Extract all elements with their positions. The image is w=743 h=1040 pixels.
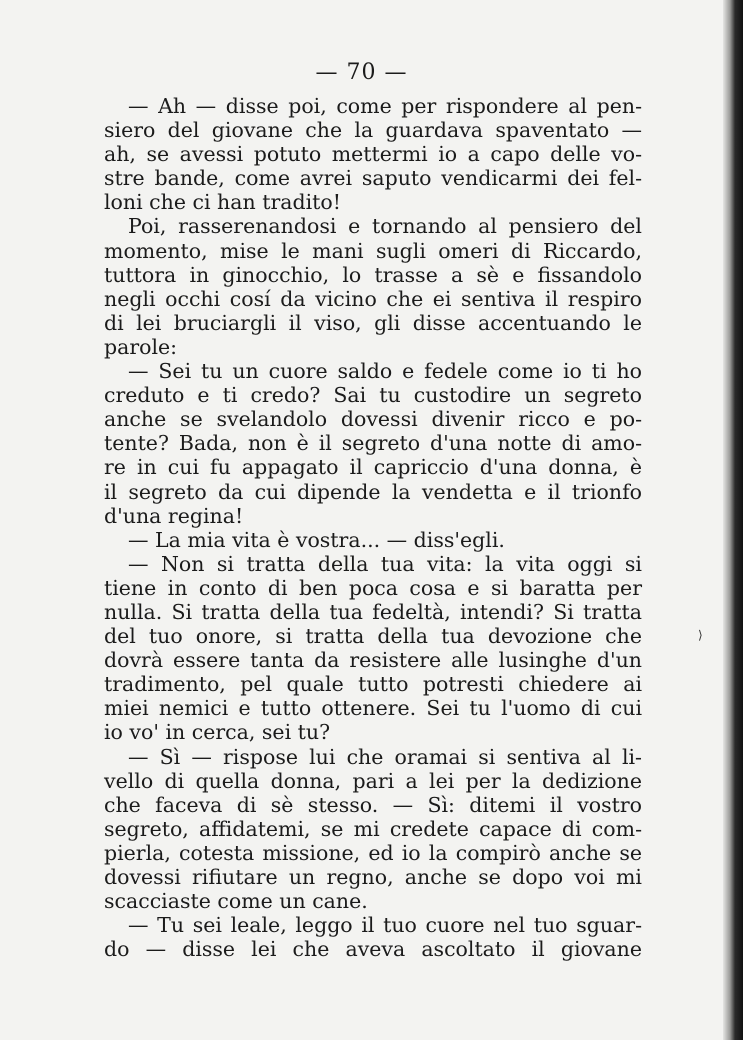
text-line: — Tu sei leale, leggo il tuo cuore nel tuo sguar- — [128, 913, 642, 938]
text-line: Poi, rasserenandosi e tornando al pensiero del — [128, 214, 642, 239]
text-line: momento, mise le mani sugli omeri di Riccardo, — [104, 238, 642, 263]
margin-mark: ⟩ — [698, 628, 703, 642]
text-line: negli occhi cosí da vicino che ei sentiva il respiro — [104, 286, 642, 311]
text-line: — Ah — disse poi, come per rispondere al pen- — [128, 94, 642, 118]
text-line: dovrà essere tanta da resistere alle lusinghe d'un — [104, 648, 642, 673]
page-edge-shadow — [723, 0, 743, 1040]
text-line: che faceva di sè stesso. — Sì: ditemi il vostro — [104, 792, 642, 817]
text-line: d'una regina! — [104, 503, 244, 528]
text-line: segreto, affidatemi, se mi credete capace di com- — [104, 816, 642, 841]
text-line: — Sei tu un cuore saldo e fedele come io ti ho — [128, 359, 642, 384]
text-line: tiene in conto di ben poca cosa e si baratta per — [104, 575, 642, 600]
text-line: vello di quella donna, pari a lei per la dedizione — [104, 768, 642, 793]
text-line: io vo' in cerca, sei tu? — [104, 720, 331, 745]
text-line: scacciaste come un cane. — [104, 889, 368, 914]
text-line: stre bande, come avrei saputo vendicarmi dei fel- — [104, 166, 642, 191]
text-line: il segreto da cui dipende la vendetta e il trionfo — [104, 479, 642, 504]
text-line: tente? Bada, non è il segreto d'una notte di amo- — [104, 431, 642, 456]
text-line: creduto e ti credo? Sai tu custodire un segreto — [104, 383, 642, 408]
text-line: ah, se avessi potuto mettermi io a capo delle vo- — [104, 142, 642, 167]
text-line: tradimento, pel quale tutto potresti chiedere ai — [104, 672, 642, 697]
text-line: pierla, cotesta missione, ed io la compirò anche se — [104, 840, 642, 865]
text-line: miei nemici e tutto ottenere. Sei tu l'uomo di cui — [104, 696, 642, 721]
text-line: di lei bruciargli il viso, gli disse accentuando le — [104, 310, 642, 335]
text-line: siero del giovane che la guardava spaventato — — [104, 118, 642, 143]
text-line: — La mia vita è vostra... — diss'egli. — [128, 527, 505, 552]
page-number: — 70 — — [315, 60, 408, 85]
body-text — [104, 94, 642, 961]
text-line: parole: — [104, 334, 178, 359]
text-line: do — disse lei che aveva ascoltato il giovane — [104, 937, 642, 962]
text-line: del tuo onore, si tratta della tua devozione che — [104, 624, 642, 649]
text-line: — Non si tratta della tua vita: la vita oggi si — [128, 551, 642, 576]
text-line: tuttora in ginocchio, lo trasse a sè e fissandolo — [104, 262, 642, 287]
text-line: anche se svelandolo dovessi divenir ricco e po- — [104, 407, 642, 432]
text-line: dovessi rifiutare un regno, anche se dopo voi mi — [104, 865, 642, 889]
text-line: — Sì — rispose lui che oramai si sentiva al li- — [128, 744, 642, 769]
text-line: nulla. Si tratta della tua fedeltà, intendi? Si tratta — [104, 599, 642, 624]
text-line: loni che ci han tradito! — [104, 190, 341, 215]
text-line: re in cui fu appagato il capriccio d'una donna, è — [104, 455, 642, 480]
